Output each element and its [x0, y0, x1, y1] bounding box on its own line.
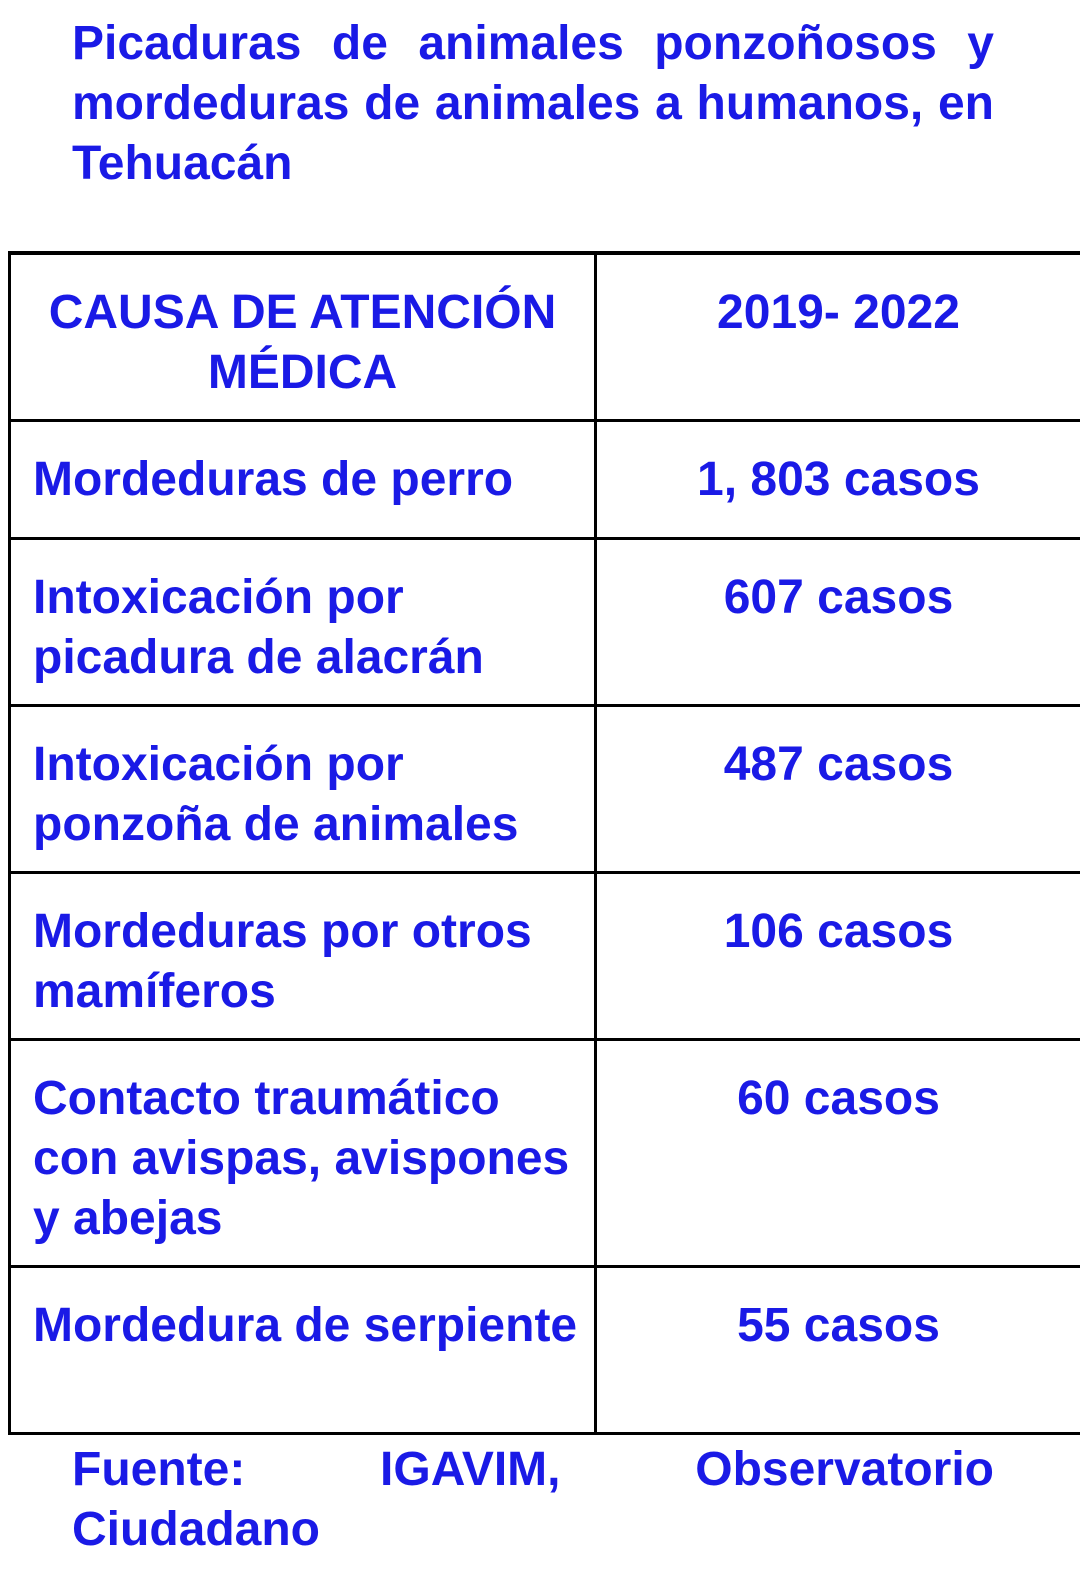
cases-table	[8, 251, 1080, 1435]
cases-cell: 607 casos	[596, 538, 1080, 705]
cause-cell: Mordeduras de perro	[10, 420, 596, 538]
cause-cell: Mordeduras por otros mamíferos	[10, 872, 596, 1039]
table-row	[10, 872, 1080, 1039]
table-row	[10, 705, 1080, 872]
cause-cell: Contacto traumático con avispas, avispones y abejas	[10, 1039, 596, 1266]
cases-cell: 487 casos	[596, 705, 1080, 872]
source-note: Fuente: IGAVIM, Observatorio Ciudadano	[72, 1443, 994, 1556]
table-row	[10, 420, 1080, 538]
page-title: Picaduras de animales ponzoñosos y mordeduras de animales a humanos, en Tehuacán	[72, 17, 994, 190]
cases-cell: 60 casos	[596, 1039, 1080, 1266]
table-row	[10, 1266, 1080, 1433]
header-cause: CAUSA DE ATENCIÓN MÉDICA	[10, 253, 596, 420]
cause-cell: Mordedura de serpiente	[10, 1266, 596, 1433]
cause-cell: Intoxicación por ponzoña de animales	[10, 705, 596, 872]
header-period: 2019- 2022	[596, 253, 1080, 420]
cause-cell: Intoxicación por picadura de alacrán	[10, 538, 596, 705]
cases-cell: 1, 803 casos	[596, 420, 1080, 538]
cases-cell: 55 casos	[596, 1266, 1080, 1433]
table-header-row	[10, 253, 1080, 420]
table-row	[10, 1039, 1080, 1266]
cases-cell: 106 casos	[596, 872, 1080, 1039]
table-row	[10, 538, 1080, 705]
